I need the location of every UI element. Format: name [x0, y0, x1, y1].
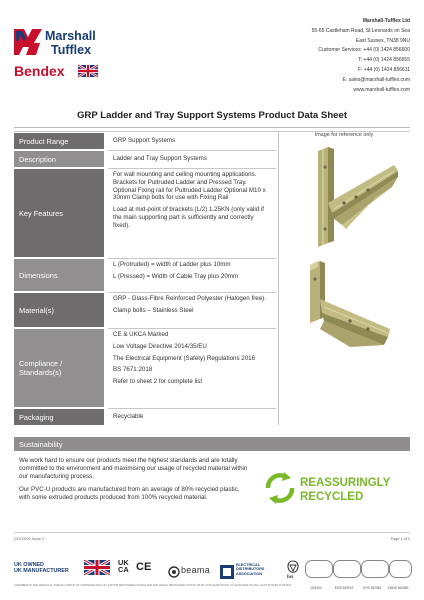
company-address: 55-65 Castleham Road, St Leonards on Sea — [311, 27, 410, 34]
key-features-load: Load at mid-point of brackets (L/2) 1.25KN (only valid if the main supporting part is sufficiently and correctly fixed). — [113, 206, 264, 229]
company-name: Marshall-Tufflex Ltd — [362, 18, 410, 24]
bsi-text: bsi — [287, 574, 294, 579]
compliance-bs7671: BS 7671:2018 — [113, 366, 153, 374]
value-compliance — [108, 329, 276, 407]
spec-table — [14, 131, 410, 425]
union-flag-icon — [84, 560, 110, 575]
value-key-features — [108, 169, 276, 257]
footer-divider — [14, 532, 410, 533]
recycle-icon — [268, 472, 292, 504]
compliance-refer: Refer to sheet 2 for complete list — [113, 378, 203, 386]
label-packaging: Packaging — [14, 409, 104, 425]
company-region: East Sussex, TN38 9NU — [355, 37, 410, 44]
sustainability-text — [19, 457, 251, 508]
uk-manufacturer-text: UK MANUFACTURER — [14, 568, 69, 575]
cert-number-enms: ENMS 662889 — [387, 586, 409, 590]
document-id: DOC0000 Issue 2 — [14, 537, 45, 541]
badge-text-reassuringly: REASSURINGLY — [300, 477, 391, 489]
value-product-range: GRP Support Systems — [113, 137, 176, 145]
label-product-range: Product Range — [14, 133, 104, 149]
cert-number-ohs: OHS 562384 — [362, 586, 382, 590]
compliance-ce-ukca: CE & UKCA Marked — [113, 331, 169, 338]
row-packaging — [14, 409, 410, 425]
ce-mark: CE — [136, 561, 152, 573]
beama-logo-icon — [168, 566, 180, 578]
eca-logo-icon — [220, 565, 234, 579]
value-materials — [108, 293, 276, 327]
uk-owned-badge — [14, 562, 69, 574]
ceiling-bracket-image — [290, 259, 400, 355]
label-dimensions: Dimensions — [14, 259, 104, 291]
legal-notice: A MEMBER OF THE MARSHALL-TUFFLEX GROUP OF COMPANIES REG NO. 1297708 REGISTERED IN ENGLAND AND WALES REGISTERED OFFICE: 55-65 CASTLEHAM ROAD, ST LEONARDS ON SEA, EAST SUSSEX TN38 9NU — [14, 584, 292, 587]
cert-badge-iso9001 — [305, 560, 333, 578]
eca-text-2: DISTRIBUTORS — [236, 567, 265, 572]
value-description: Ladder and Tray Support Systems — [113, 155, 207, 163]
uk-owned-text: UK OWNED — [14, 562, 44, 568]
label-description: Description — [14, 151, 104, 167]
logo-text-tufflex: Tufflex — [51, 43, 92, 57]
label-key-features: Key Features — [14, 169, 104, 257]
wall-bracket-image — [286, 143, 404, 251]
eca-text-1: ELECTRICAL — [236, 563, 261, 567]
eca-logo — [236, 563, 264, 576]
sustainability-heading: Sustainability — [14, 437, 410, 451]
label-materials: Material(s) — [14, 293, 104, 327]
cert-number-ems: EMS 529519 — [334, 586, 354, 590]
dimension-pressed: L (Pressed) = Width of Cable Tray plus 20mm — [113, 272, 239, 280]
company-fax: F: +44 (0) 1424 856611 — [357, 66, 410, 73]
ukca-mark: UK CA — [118, 558, 129, 575]
key-features-text: For wall mounting and ceiling mounting applications. Brackets for Pultruded Ladder and Pressed Tray. Optional Fixing rail for Pultruded Ladder Optional M10 x 30mm Clamp bolts for use with Fixing Rail — [113, 171, 266, 202]
badge-text-recycled: RECYCLED — [300, 491, 364, 503]
logo-text-bendex: Bendex — [14, 63, 65, 79]
sustainability-para-2: Our PVC-U products are manufactured from an average of 80% recycled plastic, with some extruded products produced from 100% recycled material. — [19, 486, 240, 502]
compliance-lvd: Low Voltage Directive 2014/35/EU — [113, 342, 207, 350]
bsi-kitemark-icon — [286, 560, 300, 574]
page-number: Page 1 of 2 — [390, 537, 410, 541]
cert-badge-iso45001 — [361, 560, 389, 578]
company-email[interactable]: E: sales@marshall-tufflex.com — [342, 76, 410, 83]
material-grp: GRP - Glass-Fibre Reinforced Polyester (Halogen free). — [113, 295, 266, 302]
label-compliance: Compliance / Standards(s) — [14, 329, 104, 407]
title-divider — [14, 127, 410, 128]
eca-text-3: ASSOCIATION — [236, 571, 263, 576]
cert-badge-iso50001 — [389, 560, 412, 578]
reassuringly-recycled-badge — [262, 470, 402, 506]
beama-logo: beama — [181, 565, 211, 575]
company-address-block — [312, 17, 410, 95]
customer-services: Customer Services: +44 (0) 1424 856600 — [318, 47, 410, 54]
page-title: GRP Ladder and Tray Support Systems Product Data Sheet — [76, 110, 348, 121]
sustainability-para-1: We work hard to ensure our products meet the highest standards and are totally committed to the environment and maximising our usage of recycled material within our manufacturing process. — [19, 457, 248, 480]
union-flag-icon — [78, 65, 98, 77]
compliance-regulations: The Electrical Equipment (Safety) Regulations 2016 — [113, 354, 256, 362]
value-dimensions — [108, 259, 276, 291]
cert-number-qms: Q05190 — [310, 586, 322, 590]
logo-text-marshall: Marshall — [45, 29, 96, 43]
company-website[interactable]: www.marshall-tufflex.com — [353, 86, 410, 93]
dimension-protruded: L (Protruded) = width of Ladder plus 10mm — [113, 261, 231, 268]
value-packaging: Recyclable — [113, 413, 144, 421]
image-caption: Image for reference only — [314, 132, 374, 138]
company-tel: T: +44 (0) 1424 856655 — [358, 57, 410, 64]
marshall-tufflex-logo — [14, 27, 106, 57]
material-bolts: Clamp bolts – Stainless Steel — [113, 306, 194, 314]
bendex-logo — [14, 62, 100, 80]
cert-badge-iso14001 — [333, 560, 361, 578]
